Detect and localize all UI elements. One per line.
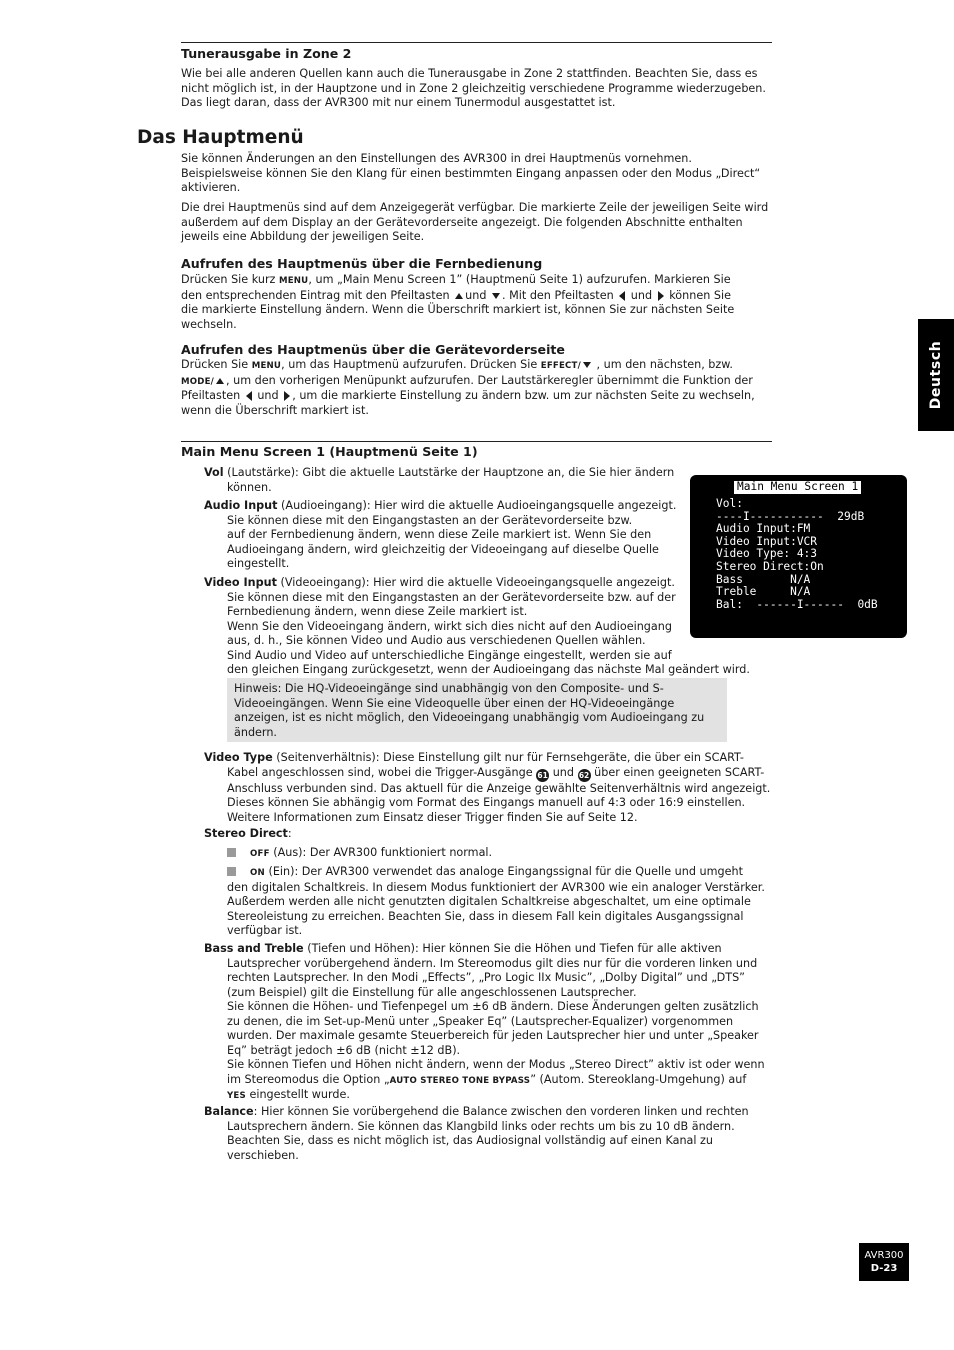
trigger-61-icon: 61 xyxy=(537,770,548,780)
paragraph-intro-1: Sie können Änderungen an den Einstellungen des AVR300 in drei Hauptmenüs vornehmen. Beispielsweise können Sie den Klang für einen bestimmten Eingang anpassen oder den Modus „Direct“ aktivieren. xyxy=(181,152,761,194)
language-tab: Deutsch xyxy=(918,319,954,431)
trigger-62-icon: 62 xyxy=(578,770,590,780)
arrow-right-icon xyxy=(658,291,664,301)
item-video-input: Video Input (Videoeingang): Hier wird die aktuelle Videoeingangsquelle angezeigt. Sie können diese mit den Eingangstasten an der Gerätevorderseite bzw. auf der Fernbedienung ändern, wenn diese Zeile markiert ist. Wenn Sie den Videoeingang ändern, wirkt sich dies nicht auf den Audioeingang aus, d. h., Sie können Video und Audio aus verschiedenen Quellen wählen. Sind Audio und Video auf unterschiedliche Eingänge eingestellt, werden sie auf den gleichen Eingang zurückgesetzt, wenn der Audioeingang das nächste Mal geändert wird. xyxy=(204,576,750,676)
arrow-down-icon xyxy=(583,362,591,368)
paragraph-intro-2: Die drei Hauptmenüs sind auf dem Anzeigegerät verfügbar. Die markierte Zeile der jeweiligen Seite wird außerdem auf dem Display an der Gerätevorderseite angezeigt. Die folgenden Abschnitte enthalten jeweils eine Abbildung der jeweiligen Seite. xyxy=(181,201,769,243)
paragraph-remote: Drücken Sie kurz MENU, um „Main Menu Screen 1” (Hauptmenü Seite 1) aufzurufen. Markieren Sie den entsprechenden Eintrag mit den Pfeiltasten und . Mit den Pfeiltasten und können Sie die markierte Einstellung ändern. Wenn die Überschrift markiert ist, können Sie zur nächsten Seite wechseln. xyxy=(181,273,735,331)
item-audio-input: Audio Input (Audioeingang): Hier wird die aktuelle Audioeingangsquelle angezeigt. Sie können diese mit den Eingangstasten an der Gerätevorderseite bzw. auf der Fernbedienung ändern, wenn diese Zeile markiert ist. Wenn Sie den Audioeingang ändern, wird gleichzeitig der Videoeingang auf dieselbe Quelle eingestellt. xyxy=(204,499,677,570)
paragraph-tuner-zone2: Wie bei alle anderen Quellen kann auch die Tunerausgabe in Zone 2 stattfinden. Beachten Sie, dass es nicht möglich ist, in der Hauptzone und in Zone 2 gleichzeitig verschiedene Programme wiederzugeben. Das liegt daran, dass der AVR300 mit nur einem Tunermodul ausgestattet ist. xyxy=(181,67,766,109)
section-rule xyxy=(181,441,772,442)
item-video-type: Video Type (Seitenverhältnis): Diese Einstellung gilt nur für Fernsehgeräte, die über ein SCART- Kabel angeschlossen sind, wobei die Trigger-Ausgänge 61 und 62 über einen geeigneten SCART- Anschluss verbunden sind. Das aktuell für die Anzeige gewählte Seitenverhältnis wird angezeigt. Dieses können Sie abhängig vom Format des Eingangs manuell auf 4:3 oder 16:9 einstellen. Weitere Informationen zum Einsatz dieser Trigger finden Sie auf Seite 12. xyxy=(204,751,771,824)
arrow-left-icon xyxy=(619,291,625,301)
heading-screen1: Main Menu Screen 1 (Hauptmenü Seite 1) xyxy=(181,444,478,459)
page-number-box xyxy=(859,1243,909,1281)
page-title: Das Hauptmenü xyxy=(137,127,304,148)
item-balance: Balance: Hier können Sie vorübergehend die Balance zwischen den vorderen linken und rechten Lautsprechern ändern. Sie können das Klangbild links oder rechts um bis zu 10 dB ändern. Beachten Sie, dass es nicht möglich ist, das Audiosignal vollständig auf einen Kanal zu verschieben. xyxy=(204,1105,749,1162)
heading-tuner-zone2: Tunerausgabe in Zone 2 xyxy=(181,46,352,61)
osd-title: Main Menu Screen 1 xyxy=(734,481,861,494)
bullet-icon xyxy=(227,867,236,876)
stereo-direct-off: OFF (Aus): Der AVR300 funktioniert normal. xyxy=(227,846,772,862)
arrow-up-icon xyxy=(455,293,463,299)
item-vol: Vol (Lautstärke): Gibt die aktuelle Lautstärke der Hauptzone an, die Sie hier ändern können. xyxy=(204,466,675,494)
arrow-up-icon xyxy=(216,378,224,384)
arrow-down-icon xyxy=(492,293,500,299)
note-box: Hinweis: Die HQ-Videoeingänge sind unabhängig von den Composite- und S- Videoeingängen. Wenn Sie eine Videoquelle über einen der HQ-Videoeingänge anzeigen, ist es nicht möglich, den Videoeingang unabhängig vom Audioeingang zu ändern. xyxy=(227,678,727,742)
paragraph-front-panel: Drücken Sie MENU, um das Hauptmenü aufzurufen. Drücken Sie EFFECT/ , um den nächsten, bzw. MODE/ , um den vorherigen Menüpunkt aufzurufen. Der Lautstärkeregler übernimmt die Funktion der Pfeiltasten und , um die markierte Einstellung zu ändern bzw. um zur nächsten Seite zu wechseln, wenn die Überschrift markiert ist. xyxy=(181,358,755,417)
item-bass-treble: Bass and Treble (Tiefen und Höhen): Hier können Sie die Höhen und Tiefen für alle aktiven Lautsprecher vorübergehend ändern. Im Stereomodus gilt dies nur für die vorderen linken und rechten Lautsprecher. In den Modi „Effects”, „Pro Logic IIx Music”, „Dolby Digital” und „DTS” (zum Beispiel) gilt die Einstellung für alle angeschlossenen Lautsprecher. Sie können die Höhen- und Tiefenpegel um ±6 dB ändern. Diese Änderungen gelten zusätzlich zu denen, die im Set-up-Menü unter „Speaker Eq” (Lautsprecher-Equalizer) vorgenommen wurden. Der maximale gesamte Steuerbereich für jeden Lautsprecher hier und unter „Speaker Eq” beträgt jedoch ±6 dB (nicht ±12 dB). Sie können Tiefen und Höhen nicht ändern, wenn der Modus „Stereo Direct” aktiv ist oder wenn im Stereomodus die Option „AUTO STEREO TONE BYPASS” (Autom. Stereoklang-Umgehung) auf YES eingestellt wurde. xyxy=(204,942,765,1101)
heading-remote: Aufrufen des Hauptmenüs über die Fernbedienung xyxy=(181,256,543,271)
bullet-icon xyxy=(227,848,236,857)
stereo-direct-on: ON (Ein): Der AVR300 verwendet das analoge Eingangssignal für die Quelle und umgeht den digitalen Schaltkreis. In diesem Modus funktioniert der AVR300 wie ein analoger Verstärker. Außerdem werden alle nicht genutzten digitalen Schaltkreise abgeschaltet, um eine optimale Stereoleistung zu erreichen. Beachten Sie, dass in diesem Fall kein digitales Ausgangssignal verfügbar ist. xyxy=(227,865,765,937)
arrow-left-icon xyxy=(246,391,252,401)
model-label: AVR300 xyxy=(864,1250,904,1261)
item-stereo-direct: Stereo Direct: xyxy=(204,827,292,840)
page-number: D-23 xyxy=(870,1263,898,1274)
osd-lines: Vol: ----I----------- 29dB Audio Input:FM Video Input:VCR Video Type: 4:3 Stereo Direct:On Bass N/A Treble N/A Bal: ------I------ 0dB xyxy=(716,497,878,611)
top-rule xyxy=(181,42,772,43)
arrow-right-icon xyxy=(284,391,290,401)
heading-front-panel: Aufrufen des Hauptmenüs über die Gerätevorderseite xyxy=(181,342,565,357)
